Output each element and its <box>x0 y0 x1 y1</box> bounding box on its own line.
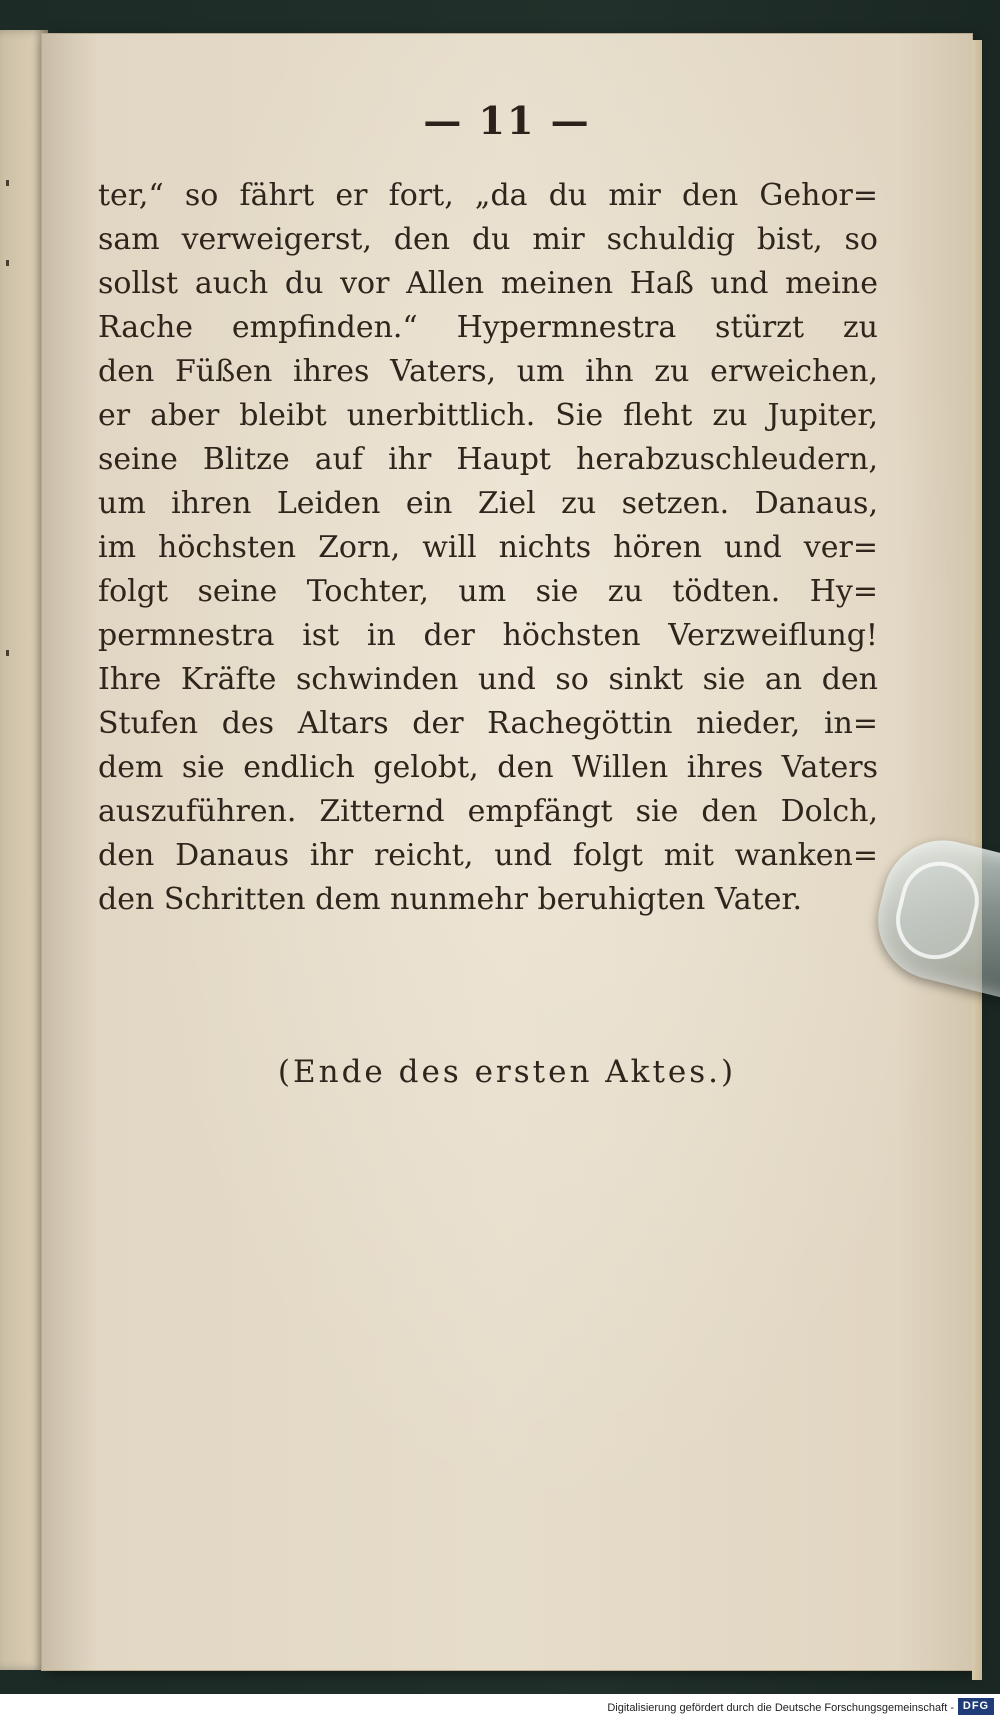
text-line: seine Blitze auf ihr Haupt herabzuschleudern, <box>98 442 878 477</box>
text-line: permnestra ist in der höchsten Verzweiflung! <box>98 618 878 653</box>
text-line: den Schritten dem nunmehr beruhigten Vater. <box>98 882 803 917</box>
footer-credit: Digitalisierung gefördert durch die Deutsche Forschungsgemeinschaft - <box>607 1702 954 1714</box>
footer-bar <box>0 1694 1000 1718</box>
text-line: Stufen des Altars der Rachegöttin nieder, in= <box>98 706 878 741</box>
act-end-note: (Ende des ersten Aktes.) <box>277 1054 737 1090</box>
text-line: er aber bleibt unerbittlich. Sie fleht zu Jupiter, <box>98 398 878 433</box>
text-line: den Füßen ihres Vaters, um ihn zu erweichen, <box>98 354 878 389</box>
text-line: Rache empfinden.“ Hypermnestra stürzt zu <box>98 310 878 345</box>
text-line: um ihren Leiden ein Ziel zu setzen. Danaus, <box>98 486 878 521</box>
text-line: dem sie endlich gelobt, den Willen ihres Vaters <box>98 750 878 785</box>
clip-highlight <box>888 853 987 967</box>
page-number: — 11 — <box>423 98 591 143</box>
text-line: sam verweigerst, den du mir schuldig bist, so <box>98 222 878 257</box>
text-line: auszuführen. Zitternd empfängt sie den Dolch, <box>98 794 878 829</box>
text-line: ter,“ so fährt er fort, „da du mir den Gehor= <box>98 178 878 213</box>
margin-mark <box>6 650 9 656</box>
dfg-logo-icon: DFG <box>958 1698 994 1715</box>
text-line: den Danaus ihr reicht, und folgt mit wanken= <box>98 838 878 873</box>
text-line: sollst auch du vor Allen meinen Haß und meine <box>98 266 878 301</box>
text-line: folgt seine Tochter, um sie zu tödten. Hy= <box>98 574 878 609</box>
body-text <box>98 174 878 922</box>
text-line: Ihre Kräfte schwinden und so sinkt sie an den <box>98 662 878 697</box>
margin-mark <box>6 180 9 186</box>
previous-page-edge <box>0 30 48 1670</box>
margin-mark <box>6 260 9 266</box>
book-page <box>42 34 972 1670</box>
text-line: im höchsten Zorn, will nichts hören und ver= <box>98 530 878 565</box>
